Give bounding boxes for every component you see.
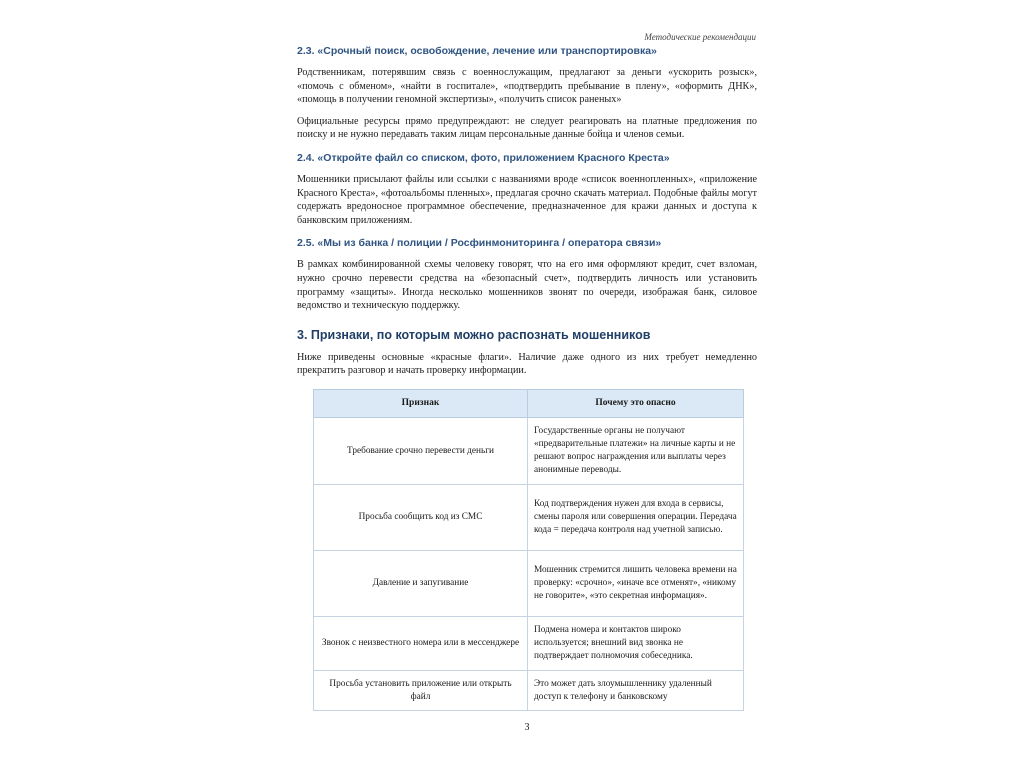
running-header: Методические рекомендации	[644, 32, 756, 42]
section-2-5-paragraph-1: В рамках комбинированной схемы человеку говорят, что на его имя оформляют кредит, счет взломан, нужно срочно перевести средства на «безопасный счет», подтвердить личность или установить программу «защиты». Иногда несколько мошенников звонят по очереди, изображая банк, силовое ведомство и техническую поддержку.	[297, 259, 757, 312]
table-cell-why: Государственные органы не получают «предварительные платежи» на личные карты и не решают вопрос награждения или выплаты через анонимные переводы.	[528, 418, 744, 485]
table-header-row	[314, 390, 744, 418]
table-row	[314, 671, 744, 711]
column-header-why: Почему это опасно	[528, 390, 744, 418]
table-cell-why: Мошенник стремится лишить человека времени на проверку: «срочно», «иначе все отменят», «никому не говорите», «это секретная информация».	[528, 551, 744, 617]
table-row	[314, 485, 744, 551]
table-cell-why: Код подтверждения нужен для входа в сервисы, смены пароля или совершения операции. Передача кода = передача контроля над учетной записью.	[528, 485, 744, 551]
table-cell-sign: Просьба установить приложение или открыть файл	[314, 671, 528, 711]
section-3-intro: Ниже приведены основные «красные флаги». Наличие даже одного из них требует немедленно прекратить разговор и начать проверку информации.	[297, 351, 757, 377]
document-body	[297, 44, 757, 386]
table-cell-why: Это может дать злоумышленнику удаленный доступ к телефону и банковскому	[528, 671, 744, 711]
red-flags-table	[313, 389, 744, 711]
table-cell-sign: Требование срочно перевести деньги	[314, 418, 528, 485]
section-2-3-paragraph-1: Родственникам, потерявшим связь с военнослужащим, предлагают за деньги «ускорить розыск», «помочь с обменом», «найти в госпитале», «подтвердить пребывание в плену», «оформить ДНК», «помощь в получении геномной экспертизы», «получить список раненых»	[297, 67, 757, 106]
section-2-5-heading: 2.5. «Мы из банка / полиции / Росфинмониторинга / оператора связи»	[297, 237, 662, 250]
section-2-3-heading: 2.3. «Срочный поиск, освобождение, лечение или транспортировка»	[297, 45, 657, 57]
table-cell-sign: Просьба сообщить код из СМС	[314, 485, 528, 551]
table-row	[314, 418, 744, 485]
column-header-sign: Признак	[314, 390, 528, 418]
page-number: 3	[524, 722, 530, 733]
section-2-4-heading: 2.4. «Откройте файл со списком, фото, приложением Красного Креста»	[297, 151, 670, 164]
table-cell-sign: Давление и запугивание	[314, 551, 528, 617]
table-row	[314, 551, 744, 617]
section-2-3-paragraph-2: Официальные ресурсы прямо предупреждают: не следует реагировать на платные предложения по поиску и не нужно передавать таким лицам персональные данные бойца и членов семьи.	[297, 115, 757, 141]
table-cell-sign: Звонок с неизвестного номера или в мессенджере	[314, 617, 528, 671]
section-2-4-paragraph-1: Мошенники присылают файлы или ссылки с названиями вроде «список военнопленных», «приложение Красного Креста», «фотоальбомы пленных», предлагая срочно скачать материал. Подобные файлы могут содержать вредоносное программное обеспечение, предназначенное для кражи данных и доступа к банковским приложениям.	[297, 173, 757, 226]
section-3-heading: 3. Признаки, по которым можно распознать мошенников	[297, 327, 651, 342]
table-cell-why: Подмена номера и контактов широко используется; внешний вид звонка не подтверждает полномочия собеседника.	[528, 617, 744, 671]
table-row	[314, 617, 744, 671]
